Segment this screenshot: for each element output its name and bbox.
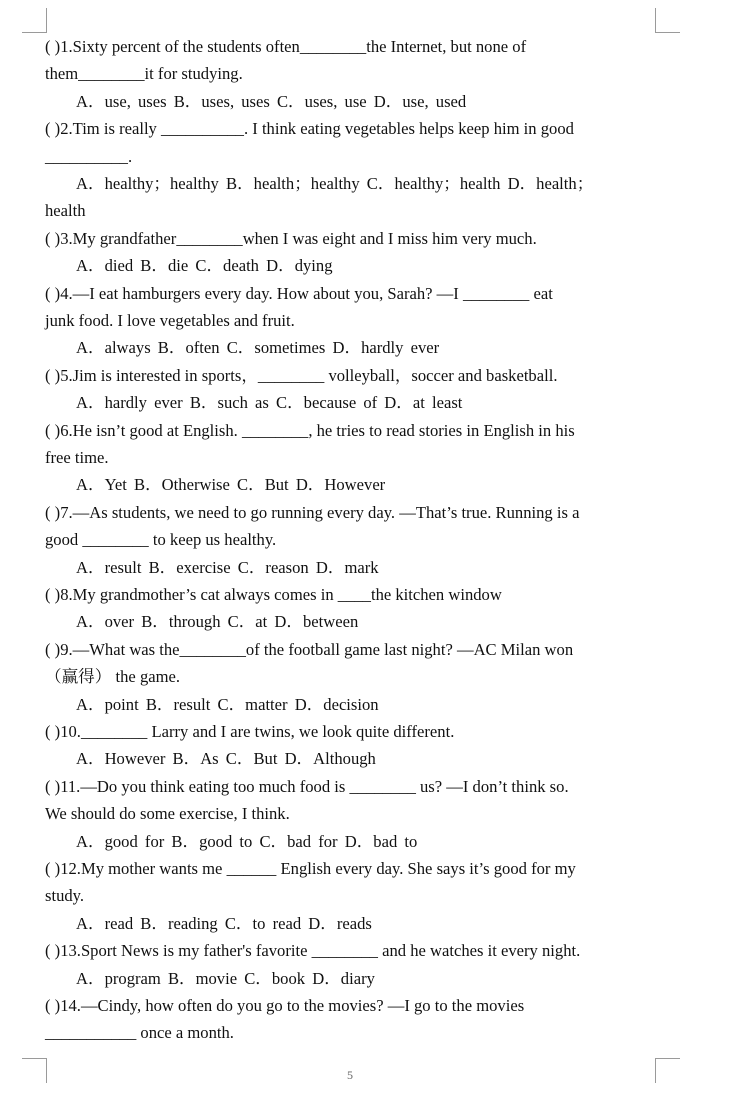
answer-options: A．read B．reading C．to read D．reads (76, 913, 372, 933)
crop-mark-top-right (655, 8, 680, 33)
question-text-line: ( )3.My grandfather________when I was eight and I miss him very much. (45, 228, 537, 248)
question-text-line: health (45, 201, 86, 221)
question-text-line: junk food. I love vegetables and fruit. (45, 311, 295, 330)
answer-options: A．good for B．good to C．bad for D．bad to (76, 831, 418, 851)
question-text-line: study. (45, 886, 85, 906)
answer-options: A．died B．die C．death D．dying (76, 256, 333, 276)
question-text-line: ( )2.Tim is really __________. I think eating vegetables helps keep him in good (45, 119, 574, 139)
question-text-line: We should do some exercise, I think. (45, 804, 290, 824)
question-text-line: ( )1.Sixty percent of the students often________the Internet, but none of (45, 37, 527, 56)
question-text-line: ( )4.—I eat hamburgers every day. How about you, Sarah? —I ________ eat (45, 283, 553, 303)
answer-options: A．However B．As C．But D．Although (76, 749, 376, 769)
question-text-line: ( )12.My mother wants me ______ English every day. She says it’s good for my (45, 859, 576, 878)
answer-options: A．program B．movie C．book D．diary (76, 968, 375, 988)
question-text-line: ( )5.Jim is interested in sports，________ volleyball，soccer and basketball. (45, 365, 558, 385)
question-text-line: ( )6.He isn’t good at English. ________, he tries to read stories in English in his (45, 420, 575, 440)
answer-options: A．always B．often C．sometimes D．hardly ever (76, 338, 440, 358)
question-text-line: ( )14.—Cindy, how often do you go to the movies? —I go to the movies (45, 996, 525, 1015)
question-text-line: （赢得） the game. (45, 667, 181, 687)
question-text-line: __________. (45, 146, 133, 166)
answer-options: A．point B．result C．matter D．decision (76, 694, 379, 714)
crop-mark-top-left (22, 8, 47, 33)
answer-options: A．hardly ever B．such as C．because of D．at least (76, 393, 463, 413)
page-number: 5 (347, 1068, 353, 1082)
question-text-line: ___________ once a month. (45, 1023, 234, 1043)
answer-options: A．healthy；healthy B．health；healthy C．healthy；health D．health； (76, 174, 594, 193)
answer-options: A．use, uses B．uses, uses C．uses, use D．use, used (76, 91, 467, 111)
question-text-line: good ________ to keep us healthy. (45, 530, 277, 550)
answer-options: A．over B．through C．at D．between (76, 612, 359, 632)
question-text-line: ( )7.—As students, we need to go running every day. —That’s true. Running is a (45, 502, 580, 522)
question-text-line: ( )11.—Do you think eating too much food is ________ us? —I don’t think so. (45, 776, 569, 796)
question-text-line: them________it for studying. (45, 64, 243, 84)
question-text-line: ( )13.Sport News is my father's favorite ________ and he watches it every night. (45, 941, 581, 961)
answer-options: A．Yet B．Otherwise C．But D．However (76, 475, 386, 495)
answer-options: A．result B．exercise C．reason D．mark (76, 557, 379, 577)
question-text-line: free time. (45, 448, 109, 467)
question-text-line: ( )9.—What was the________of the football game last night? —AC Milan won (45, 639, 574, 659)
question-text-line: ( )10.________ Larry and I are twins, we look quite different. (45, 722, 455, 741)
question-text-line: ( )8.My grandmother’s cat always comes in ____the kitchen window (45, 585, 502, 604)
